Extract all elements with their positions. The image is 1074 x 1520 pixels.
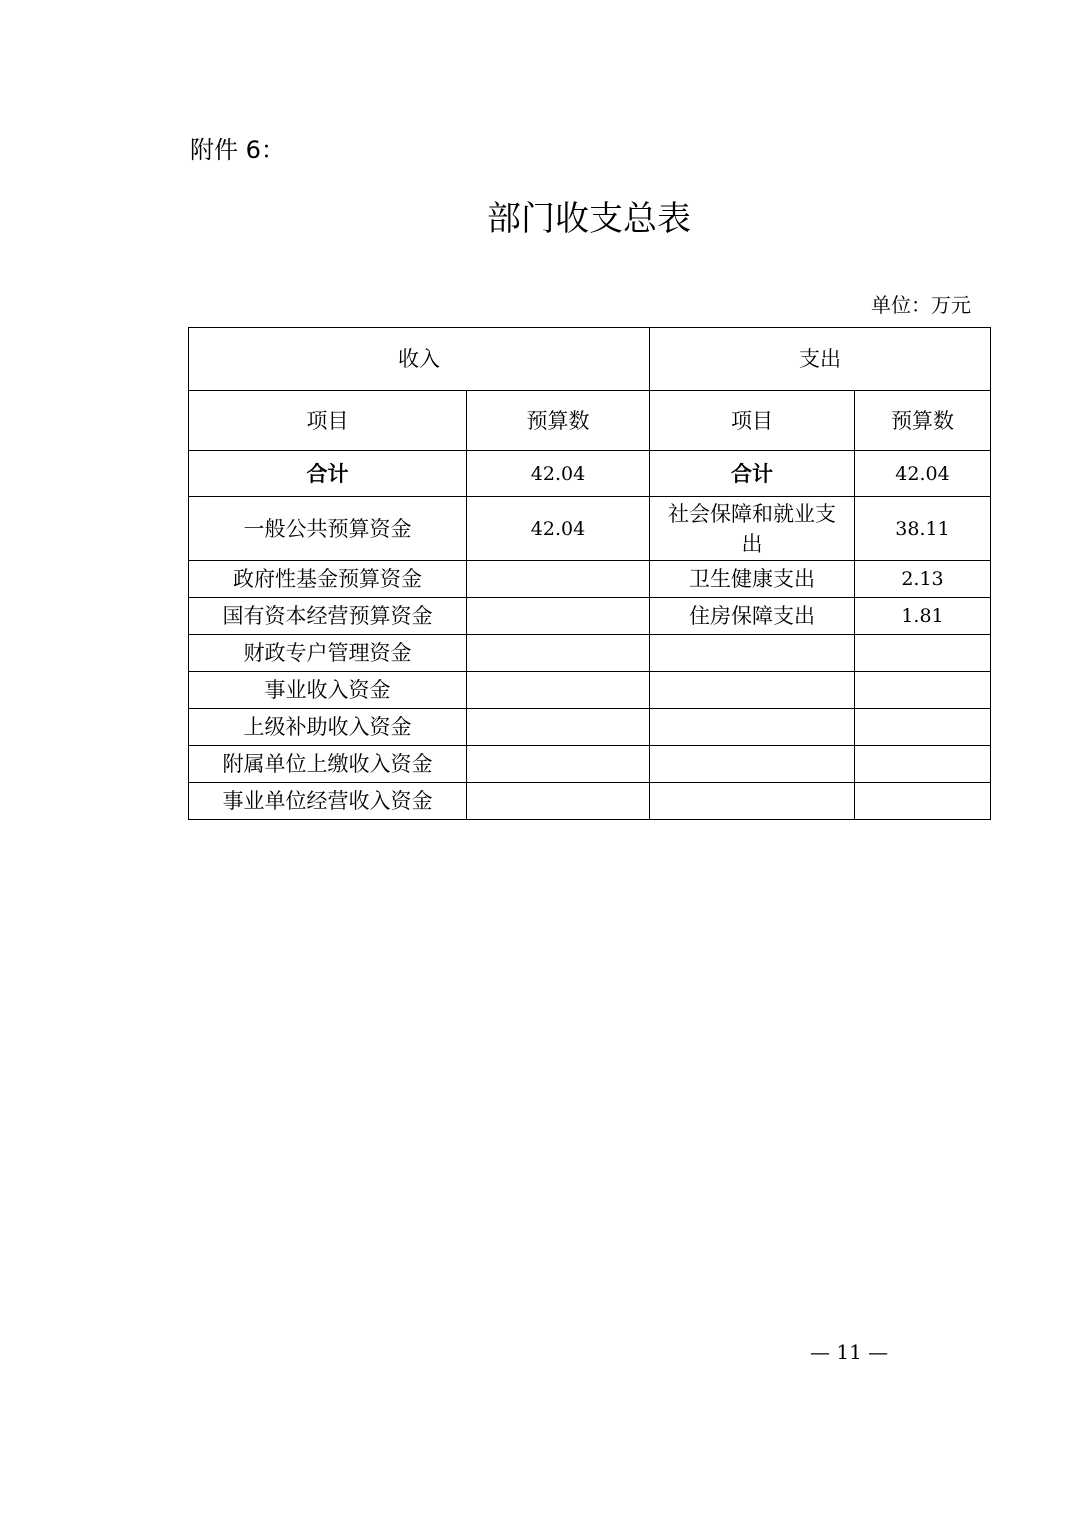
group-header-row: [189, 328, 991, 391]
income-budget-cell: [467, 783, 650, 820]
income-budget-cell: [467, 709, 650, 746]
expenditure-budget-cell: [855, 709, 991, 746]
expenditure-group-header: 支出: [650, 328, 991, 391]
income-budget-cell: [467, 672, 650, 709]
expenditure-budget-cell: [855, 672, 991, 709]
income-budget-cell: [467, 635, 650, 672]
income-budget-header: 预算数: [467, 391, 650, 451]
expenditure-budget-header: 预算数: [855, 391, 991, 451]
expenditure-item-cell: 住房保障支出: [650, 598, 855, 635]
table-row: [189, 783, 991, 820]
income-item-cell: 财政专户管理资金: [189, 635, 467, 672]
expenditure-item-cell: [650, 746, 855, 783]
table-row: [189, 746, 991, 783]
expenditure-item-header: 项目: [650, 391, 855, 451]
income-item-cell: 政府性基金预算资金: [189, 561, 467, 598]
expenditure-item-cell: 社会保障和就业支出: [650, 497, 855, 561]
attachment-label: 附件 6：: [190, 136, 285, 164]
income-item-cell: 事业单位经营收入资金: [189, 783, 467, 820]
table-row: [189, 635, 991, 672]
expenditure-item-cell: 卫生健康支出: [650, 561, 855, 598]
expenditure-budget-cell: [855, 635, 991, 672]
column-header-row: [189, 391, 991, 451]
table-row: [189, 497, 991, 561]
expenditure-budget-cell: 38.11: [855, 497, 991, 561]
expenditure-budget-cell: [855, 746, 991, 783]
expenditure-item-cell: [650, 635, 855, 672]
income-budget-cell: [467, 746, 650, 783]
income-item-cell: 事业收入资金: [189, 672, 467, 709]
expenditure-item-cell: 合计: [650, 451, 855, 497]
table-row: [189, 709, 991, 746]
expenditure-item-cell: [650, 672, 855, 709]
table-row: [189, 598, 991, 635]
income-item-cell: 一般公共预算资金: [189, 497, 467, 561]
income-budget-cell: 42.04: [467, 497, 650, 561]
expenditure-budget-cell: 2.13: [855, 561, 991, 598]
income-item-cell: 国有资本经营预算资金: [189, 598, 467, 635]
income-budget-cell: 42.04: [467, 451, 650, 497]
page-number: — 11 —: [810, 1340, 889, 1364]
expenditure-budget-cell: 42.04: [855, 451, 991, 497]
income-budget-cell: [467, 598, 650, 635]
expenditure-item-cell: [650, 783, 855, 820]
unit-label: 单位：万元: [871, 293, 971, 317]
expenditure-budget-cell: 1.81: [855, 598, 991, 635]
income-budget-cell: [467, 561, 650, 598]
table-row-total: [189, 451, 991, 497]
table-row: [189, 672, 991, 709]
budget-summary-table: [188, 327, 991, 820]
expenditure-item-cell: [650, 709, 855, 746]
income-group-header: 收入: [189, 328, 650, 391]
page-title: 部门收支总表: [487, 199, 691, 239]
income-item-cell: 合计: [189, 451, 467, 497]
income-item-cell: 附属单位上缴收入资金: [189, 746, 467, 783]
table-row: [189, 561, 991, 598]
income-item-header: 项目: [189, 391, 467, 451]
expenditure-budget-cell: [855, 783, 991, 820]
income-item-cell: 上级补助收入资金: [189, 709, 467, 746]
